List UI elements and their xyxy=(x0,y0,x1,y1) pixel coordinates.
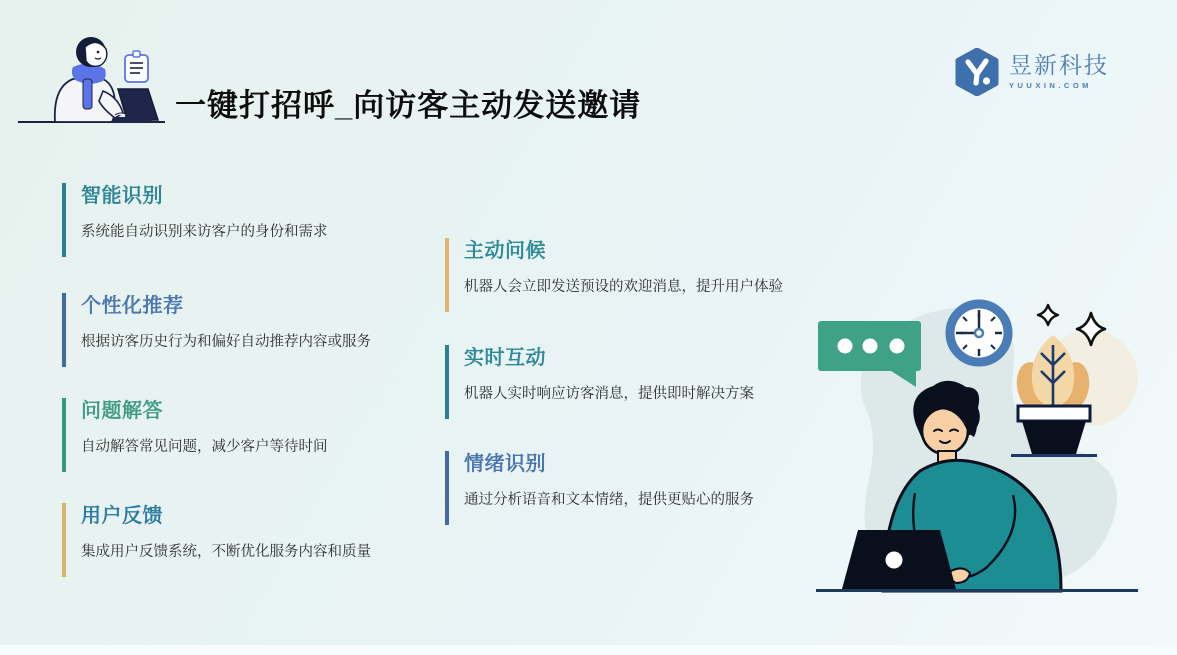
feature-title: 问题解答 xyxy=(81,400,163,422)
logo-domain: YUUXIN.COM xyxy=(1009,81,1092,91)
bottom-strip xyxy=(0,645,1177,655)
feature-title: 主动问候 xyxy=(464,240,546,262)
feature-proactive-greeting xyxy=(445,238,840,312)
feature-desc: 通过分析语音和文本情绪，提供更贴心的服务 xyxy=(464,492,754,508)
feature-desc: 根据访客历史行为和偏好自动推荐内容或服务 xyxy=(81,334,371,350)
feature-desc: 自动解答常见问题，减少客户等待时间 xyxy=(81,439,328,455)
feature-personalized-recommendation xyxy=(62,293,437,367)
feature-smart-recognition xyxy=(62,183,437,257)
person-working-illustration xyxy=(808,283,1174,613)
feature-desc: 机器人会立即发送预设的欢迎消息，提升用户体验 xyxy=(464,279,783,295)
head xyxy=(76,37,107,67)
clipboard-icon xyxy=(125,51,148,82)
person-typing-illustration xyxy=(15,25,170,130)
feature-emotion-recognition xyxy=(445,451,840,525)
logo-name: 昱新科技 xyxy=(1009,52,1109,79)
feature-desc: 系统能自动识别来访客户的身份和需求 xyxy=(81,224,328,240)
page-title: 一键打招呼_向访客主动发送邀请 xyxy=(175,88,642,123)
feature-desc: 集成用户反馈系统，不断优化服务内容和质量 xyxy=(81,544,371,560)
feature-user-feedback xyxy=(62,503,437,577)
logo-hexagon-icon xyxy=(955,48,999,96)
brand-logo xyxy=(955,48,1109,96)
feature-realtime-interaction xyxy=(445,345,840,419)
clock-icon xyxy=(950,304,1008,362)
feature-desc: 机器人实时响应访客消息，提供即时解决方案 xyxy=(464,386,754,402)
laptop xyxy=(842,530,956,589)
feature-title: 个性化推荐 xyxy=(81,295,184,317)
feature-title: 智能识别 xyxy=(81,185,163,207)
feature-title: 情绪识别 xyxy=(464,453,546,475)
feature-title: 用户反馈 xyxy=(81,505,163,527)
feature-title: 实时互动 xyxy=(464,347,546,369)
feature-question-answering xyxy=(62,398,437,472)
